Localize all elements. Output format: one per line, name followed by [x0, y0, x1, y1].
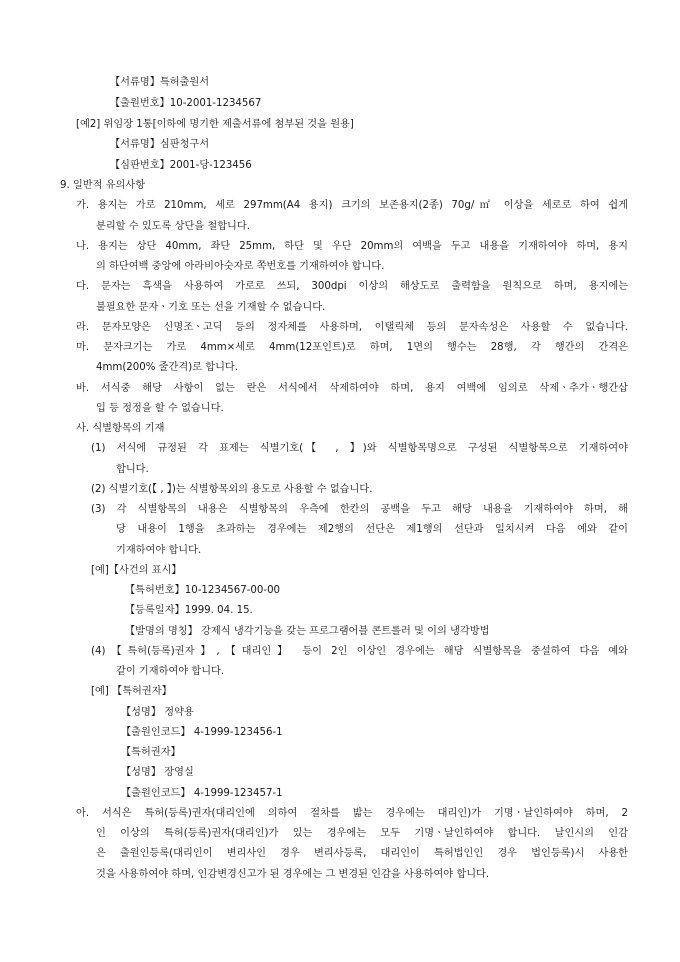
- doc-line: 【등록일자】1999. 04. 15.: [125, 605, 253, 616]
- doc-line: 마. 문자크기는 가로 4mm×세로 4mm(12포인트)로 하며, 1면의 행수는 28행, 각 행간의 간격은: [76, 342, 628, 353]
- doc-line: 합니다.: [116, 464, 149, 475]
- doc-line: (2) 식별기호(【 , 】)는 식별항목외의 용도로 사용할 수 없습니다.: [91, 484, 373, 495]
- doc-line: 【출원번호】10-2001-1234567: [110, 98, 262, 109]
- doc-line: 의 하단여백 중앙에 아라비아숫자로 쪽번호를 기재하여야 합니다.: [96, 261, 385, 272]
- doc-line: 은 출원인등록(대리인이 변리사인 경우 변리사등록, 대리인이 특허법인인 경우 법인등록)시 사용한: [96, 848, 628, 859]
- doc-line: [예2] 위임장 1통[이하에 명기한 제출서류에 첨부된 것을 원용]: [76, 119, 354, 130]
- doc-line: 【심판번호】2001-당-123456: [110, 160, 252, 171]
- doc-line: [예] 【특허권자】: [91, 686, 172, 697]
- doc-line: 것을 사용하여야 하며, 인감변경신고가 된 경우에는 그 변경된 인감을 사용하여야 합니다.: [96, 869, 490, 880]
- doc-line: 기재하여야 합니다.: [116, 545, 202, 556]
- doc-line: 당 내용이 1행을 초과하는 경우에는 제2행의 선단은 제1행의 선단과 일치시켜 다음 예와 같이: [116, 524, 628, 535]
- doc-line: (4)【특허(등록)권자】,【대리인】 등이 2인 이상인 경우에는 해당 식별항목을 중설하여 다음 예와: [91, 646, 628, 657]
- doc-line: 【성명】 정약용: [121, 707, 194, 718]
- doc-line: 바. 서식중 해당 사항이 없는 란은 서식에서 삭제하여야 하며, 용지 여백에 임의로 삭제ㆍ추가ㆍ행간삽: [76, 383, 628, 394]
- doc-line: 같이 기재하여야 합니다.: [116, 666, 225, 677]
- doc-line: 【서류명】심판청구서: [110, 139, 210, 150]
- doc-line: 【특허권자】: [121, 747, 181, 758]
- doc-line: [예]【사건의 표시】: [91, 565, 182, 576]
- doc-line: 분리할 수 있도록 상단을 철합니다.: [96, 221, 250, 232]
- doc-line: 4mm(200% 줄간격)로 합니다.: [96, 362, 239, 373]
- doc-line: 【서류명】특허출원서: [110, 77, 210, 88]
- doc-line: (1) 서식에 규정된 각 표제는 식별기호(【 , 】)와 식별항목명으로 구성된 식별항목으로 기재하여야: [91, 443, 628, 454]
- doc-line: 【발명의 명칭】 강제식 냉각기능을 갖는 프로그램어블 콘트롤러 및 이의 냉각방법: [125, 626, 490, 637]
- doc-line: 【특허번호】10-1234567-00-00: [125, 585, 281, 596]
- doc-line: 【출원인코드】 4-1999-123457-1: [121, 788, 283, 799]
- doc-line: 인 이상의 특허(등록)권자(대리인)가 있는 경우에는 모두 기명ㆍ날인하여야 합니다. 날인시의 인감: [96, 828, 628, 839]
- doc-line: (3) 각 식별항목의 내용은 식별항목의 우측에 한칸의 공백을 두고 해당 내용을 기재하여야 하며, 해: [91, 504, 628, 515]
- doc-line: 【성명】 장영실: [121, 767, 194, 778]
- section-heading: 9. 일반적 유의사항: [60, 180, 146, 191]
- doc-line: 입 등 정정을 할 수 없습니다.: [96, 403, 224, 414]
- doc-line: 아. 서식은 특허(등록)권자(대리인에 의하여 절차를 밟는 경우에는 대리인)가 기명ㆍ날인하여야 하며, 2: [76, 808, 628, 819]
- doc-line: 나. 용지는 상단 40mm, 좌단 25mm, 하단 및 우단 20mm의 여백을 두고 내용을 기재하여야 하며, 용지: [76, 241, 628, 252]
- doc-line: 불필요한 문자ㆍ기호 또는 선을 기재할 수 없습니다.: [96, 302, 326, 313]
- doc-line: 라. 문자모양은 신명조ㆍ고딕 등의 정자체를 사용하며, 이탤릭체 등의 문자속성은 사용할 수 없습니다.: [76, 322, 628, 333]
- doc-line: 가. 용지는 가로 210mm, 세로 297mm(A4 용지) 크기의 보존용지(2종) 70g/㎡ 이상을 세로로 하여 쉽게: [76, 200, 628, 211]
- doc-line: 다. 문자는 흑색을 사용하여 가로로 쓰되, 300dpi 이상의 해상도로 출력함을 원칙으로 하며, 용지에는: [76, 281, 628, 292]
- doc-line: 【출원인코드】 4-1999-123456-1: [121, 727, 283, 738]
- doc-line: 사. 식별항목의 기재: [76, 423, 165, 434]
